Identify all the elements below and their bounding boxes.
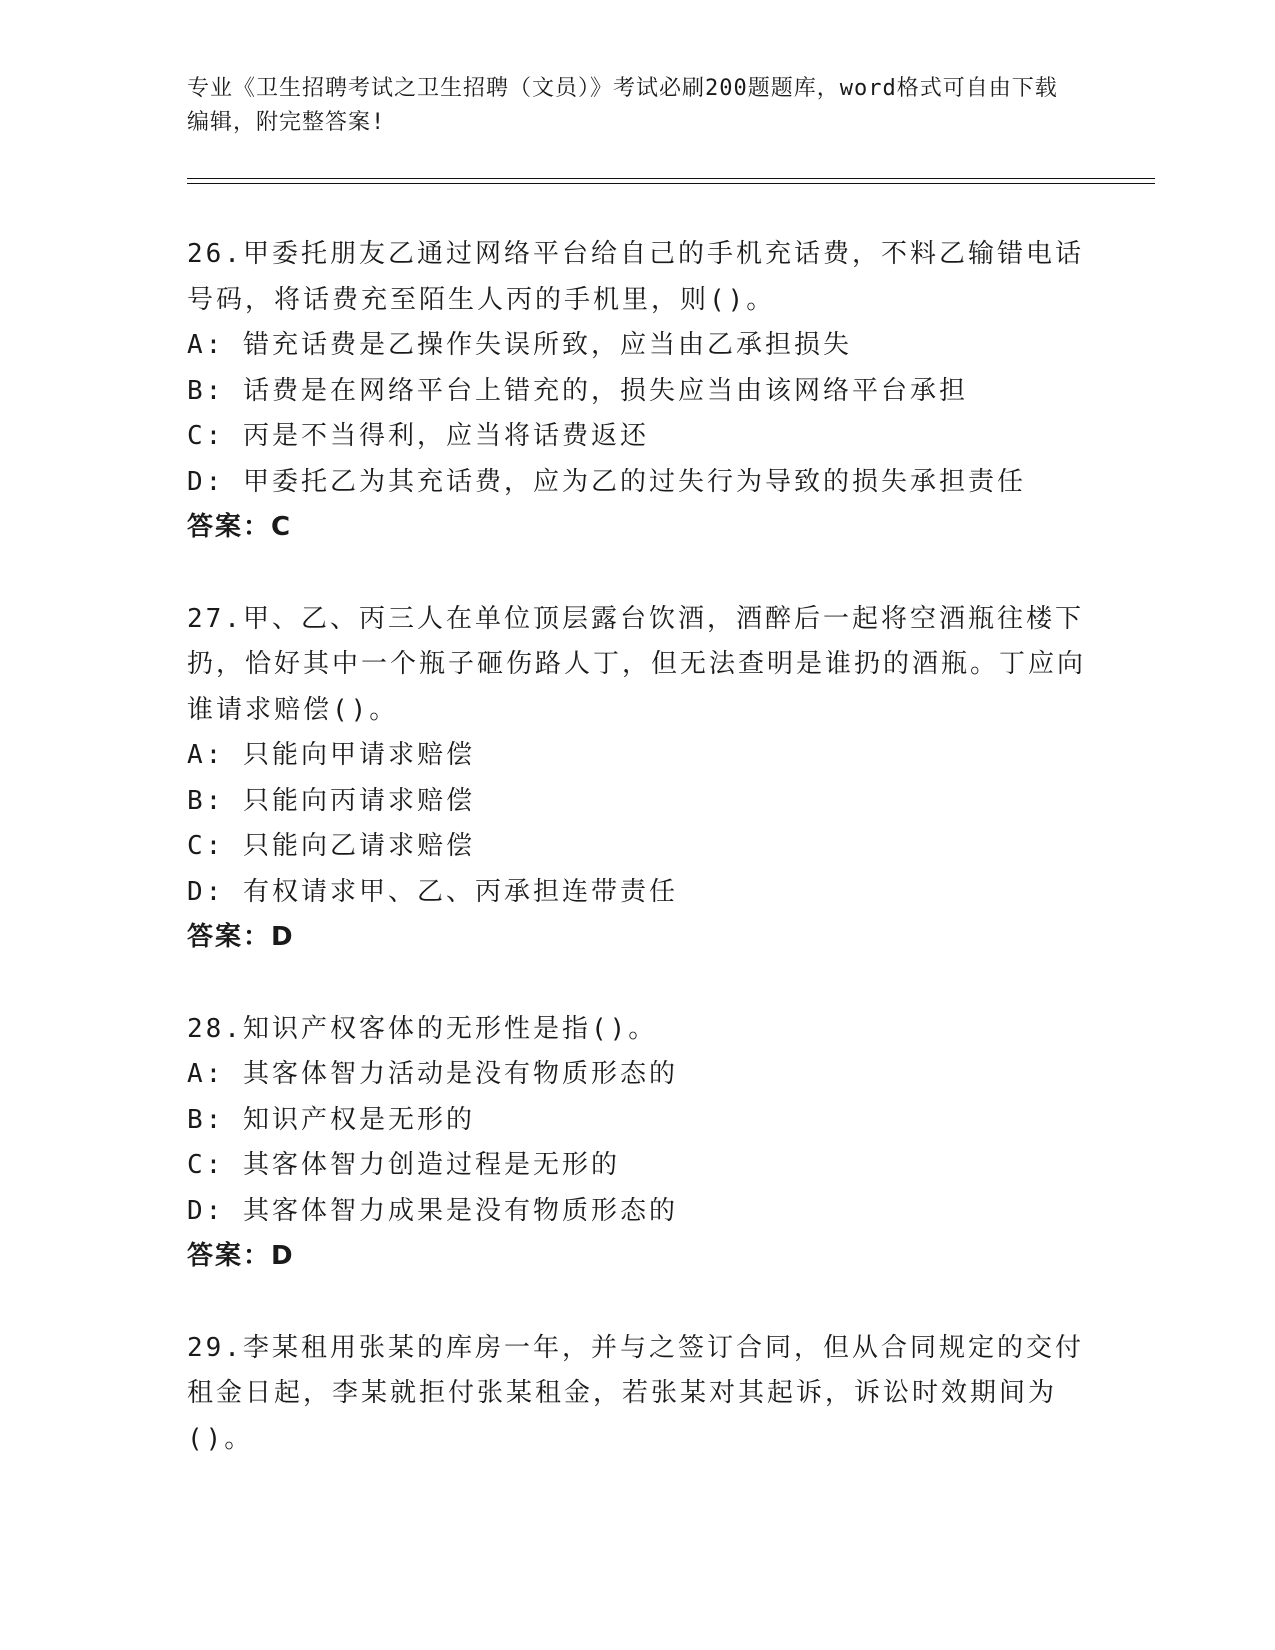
question-stem: 27.甲、乙、丙三人在单位顶层露台饮酒，酒醉后一起将空酒瓶往楼下扔，恰好其中一个瓶子砸伤路人丁，但无法查明是谁扔的酒瓶。丁应向谁请求赔偿()。 — [187, 603, 1087, 725]
option-b: B: 话费是在网络平台上错充的，损失应当由该网络平台承担 — [187, 375, 968, 406]
option-d: D: 甲委托乙为其充话费，应为乙的过失行为导致的损失承担责任 — [187, 466, 1026, 497]
option-a: A: 错充话费是乙操作失误所致，应当由乙承担损失 — [187, 330, 852, 360]
question-27 — [187, 597, 1087, 961]
answer-row — [187, 1234, 1087, 1280]
option-c: C: 其客体智力创造过程是无形的 — [187, 1150, 620, 1180]
option-b: B: 只能向丙请求赔偿 — [187, 785, 475, 816]
option-c: C: 只能向乙请求赔偿 — [187, 831, 475, 861]
question-29 — [187, 1326, 1087, 1463]
header-rule-top — [187, 178, 1155, 179]
option-d: D: 其客体智力成果是没有物质形态的 — [187, 1195, 678, 1226]
question-26 — [187, 232, 1087, 551]
answer-row — [187, 915, 1087, 961]
answer-label: 答案： — [187, 1241, 272, 1271]
question-stem: 26.甲委托朋友乙通过网络平台给自己的手机充话费，不料乙输错电话号码，将话费充至陌生人丙的手机里，则()。 — [187, 239, 1084, 315]
option-a: A: 只能向甲请求赔偿 — [187, 740, 475, 770]
question-list — [187, 232, 1087, 1462]
answer-value: D — [271, 922, 295, 952]
question-28 — [187, 1007, 1087, 1280]
answer-value: D — [271, 1241, 295, 1271]
answer-value: C — [271, 512, 293, 542]
option-d: D: 有权请求甲、乙、丙承担连带责任 — [187, 876, 678, 907]
answer-label: 答案： — [187, 512, 272, 542]
answer-row — [187, 505, 1087, 551]
answer-label: 答案： — [187, 922, 272, 952]
question-stem: 28.知识产权客体的无形性是指()。 — [187, 1013, 658, 1044]
option-c: C: 丙是不当得利，应当将话费返还 — [187, 421, 649, 451]
document-header: 专业《卫生招聘考试之卫生招聘（文员）》考试必刷200题题库，word格式可自由下载编辑，附完整答案! — [187, 76, 1058, 135]
question-stem: 29.李某租用张某的库房一年，并与之签订合同，但从合同规定的交付租金日起，李某就拒付张某租金，若张某对其起诉，诉讼时效期间为()。 — [187, 1332, 1084, 1454]
option-a: A: 其客体智力活动是没有物质形态的 — [187, 1059, 678, 1089]
option-b: B: 知识产权是无形的 — [187, 1104, 475, 1135]
header-rule-bottom — [187, 183, 1155, 184]
